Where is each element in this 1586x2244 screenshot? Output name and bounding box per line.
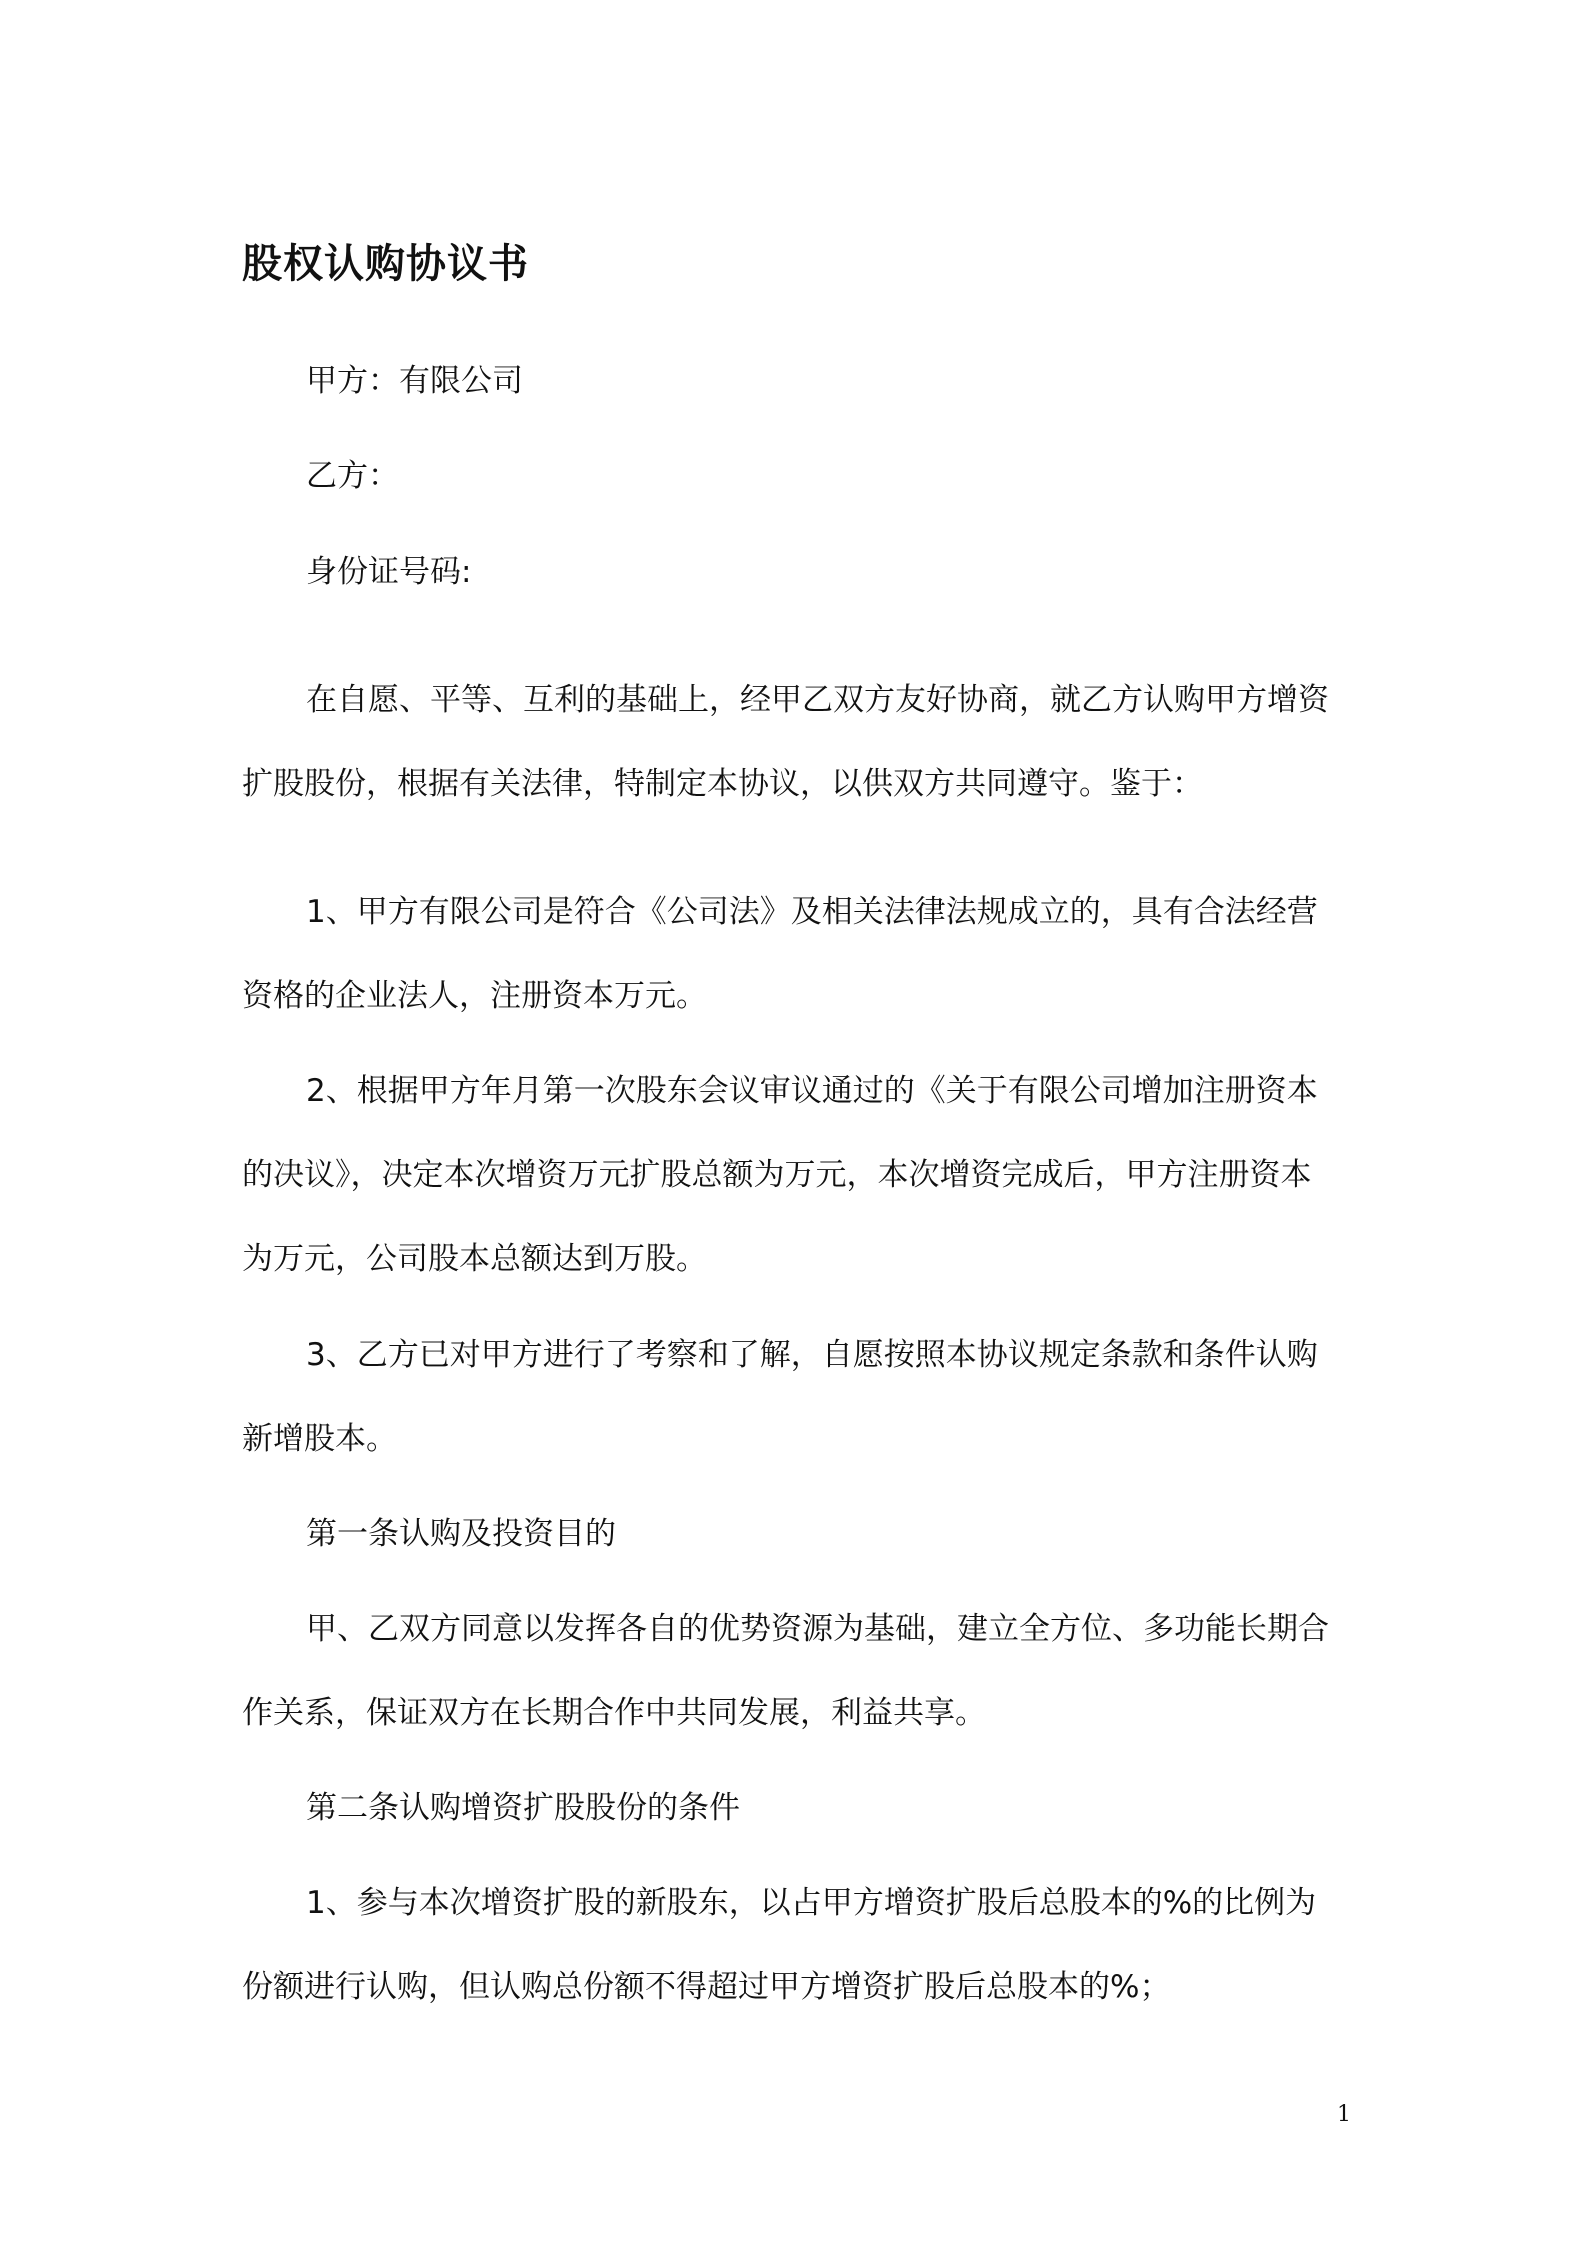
recital-1-line-2: 资格的企业法人，注册资本万元。 (242, 978, 707, 1014)
article-2-heading: 第二条认购增资扩股股份的条件 (306, 1790, 740, 1826)
party-b-line: 乙方： (306, 458, 399, 494)
document-title: 股权认购协议书 (242, 241, 529, 287)
party-a-line: 甲方：有限公司 (306, 363, 523, 399)
article-1-body-line-1: 甲、乙双方同意以发挥各自的优势资源为基础，建立全方位、多功能长期合 (306, 1611, 1329, 1647)
article-1-heading: 第一条认购及投资目的 (306, 1516, 616, 1552)
article-1-body-line-2: 作关系，保证双方在长期合作中共同发展，利益共享。 (242, 1695, 986, 1731)
page-number: 1 (1337, 2102, 1351, 2127)
recital-2-line-3: 为万元，公司股本总额达到万股。 (242, 1241, 707, 1277)
id-number-line: 身份证号码: (306, 554, 472, 590)
recital-3-line-1: 3、乙方已对甲方进行了考察和了解，自愿按照本协议规定条款和条件认购 (306, 1337, 1318, 1373)
intro-line-2: 扩股股份，根据有关法律，特制定本协议，以供双方共同遵守。鉴于： (242, 766, 1203, 802)
recital-2-line-1: 2、根据甲方年月第一次股东会议审议通过的《关于有限公司增加注册资本 (306, 1073, 1318, 1109)
recital-3-line-2: 新增股本。 (242, 1421, 397, 1457)
intro-line-1: 在自愿、平等、互利的基础上，经甲乙双方友好协商，就乙方认购甲方增资 (306, 682, 1329, 718)
recital-1-line-1: 1、甲方有限公司是符合《公司法》及相关法律法规成立的，具有合法经营 (306, 894, 1318, 930)
recital-2-line-2: 的决议》，决定本次增资万元扩股总额为万元，本次增资完成后，甲方注册资本 (242, 1157, 1312, 1193)
article-2-item-1-line-1: 1、参与本次增资扩股的新股东，以占甲方增资扩股后总股本的%的比例为 (306, 1885, 1317, 1921)
article-2-item-1-line-2: 份额进行认购，但认购总份额不得超过甲方增资扩股后总股本的%； (242, 1969, 1171, 2005)
